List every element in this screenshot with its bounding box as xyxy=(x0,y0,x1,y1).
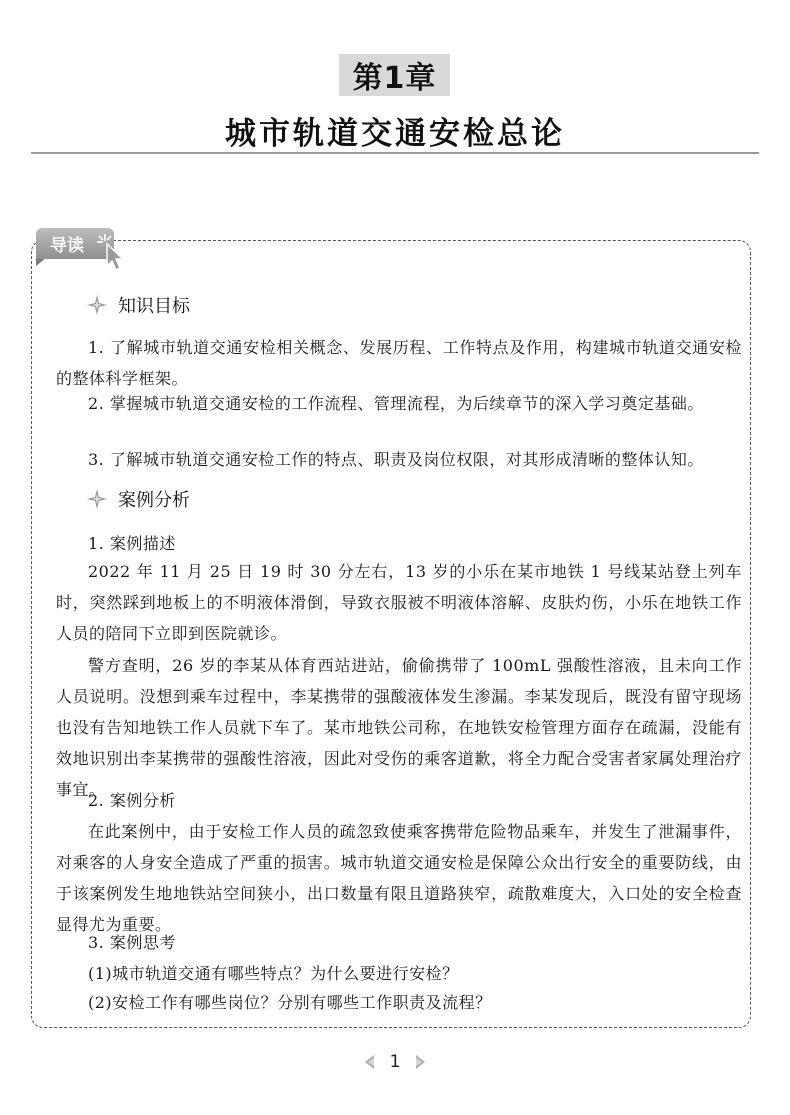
page-number: 1 xyxy=(389,1052,401,1072)
case-heading-label: 案例分析 xyxy=(118,490,190,511)
chapter-label: 第1章 xyxy=(339,54,450,96)
knowledge-heading xyxy=(86,292,190,318)
next-page-icon[interactable] xyxy=(412,1054,428,1070)
knowledge-item-2: 2. 掌握城市轨道交通安检的工作流程、管理流程，为后续章节的深入学习奠定基础。 xyxy=(88,394,704,413)
pointer-sparkle-icon xyxy=(95,232,131,272)
chapter-title: 城市轨道交通安检总论 xyxy=(225,116,565,152)
case-description-label: 1. 案例描述 xyxy=(88,534,176,553)
case-question-2: (2)安检工作有哪些岗位？分别有哪些工作职责及流程？ xyxy=(88,993,492,1012)
knowledge-item-1: 1. 了解城市轨道交通安检相关概念、发展历程、工作特点及作用，构建城市轨道交通安检的整体科学框架。 xyxy=(56,338,742,388)
diamond-bullet-icon xyxy=(86,294,108,316)
case-heading xyxy=(86,486,190,512)
case-thinking-label: 3. 案例思考 xyxy=(88,933,176,952)
previous-page-icon[interactable] xyxy=(362,1054,378,1070)
page-navigation xyxy=(0,1052,790,1072)
intro-tab-fold xyxy=(36,258,46,266)
knowledge-heading-label: 知识目标 xyxy=(118,296,190,317)
case-analysis-paragraph: 在此案例中，由于安检工作人员的疏忽致使乘客携带危险物品乘车，并发生了泄漏事件，对乘客的人身安全造成了严重的损害。城市轨道交通安检是保障公众出行安全的重要防线，由于该案例发生地地铁站空间狭小，出口数量有限且道路狭窄，疏散难度大，入口处的安全检查显得尤为重要。 xyxy=(56,822,742,934)
case-question-1: (1)城市轨道交通有哪些特点？为什么要进行安检？ xyxy=(88,964,459,983)
diamond-bullet-icon xyxy=(86,488,108,510)
knowledge-item-3: 3. 了解城市轨道交通安检工作的特点、职责及岗位权限，对其形成清晰的整体认知。 xyxy=(88,450,704,469)
case-description-paragraph-2: 警方查明，26 岁的李某从体育西站进站，偷偷携带了 100mL 强酸性溶液，且未向工作人员说明。没想到乘车过程中，李某携带的强酸液体发生渗漏。李某发现后，既没有留守现场也没有告知地铁工作人员就下车了。某市地铁公司称，在地铁安检管理方面存在疏漏，没能有效地识别出李某携带的强酸性溶液，因此对受伤的乘客道歉，将全力配合受害者家属处理治疗事宜。 xyxy=(56,656,742,799)
case-description-paragraph-1: 2022 年 11 月 25 日 19 时 30 分左右，13 岁的小乐在某市地铁 1 号线某站登上列车时，突然踩到地板上的不明液体滑倒，导致衣服被不明液体溶解、皮肤灼伤，小乐在地铁工作人员的陪同下立即到医院就诊。 xyxy=(56,562,742,643)
intro-tab: 导读 xyxy=(36,228,114,259)
title-divider xyxy=(31,152,759,154)
case-analysis-label: 2. 案例分析 xyxy=(88,791,176,810)
